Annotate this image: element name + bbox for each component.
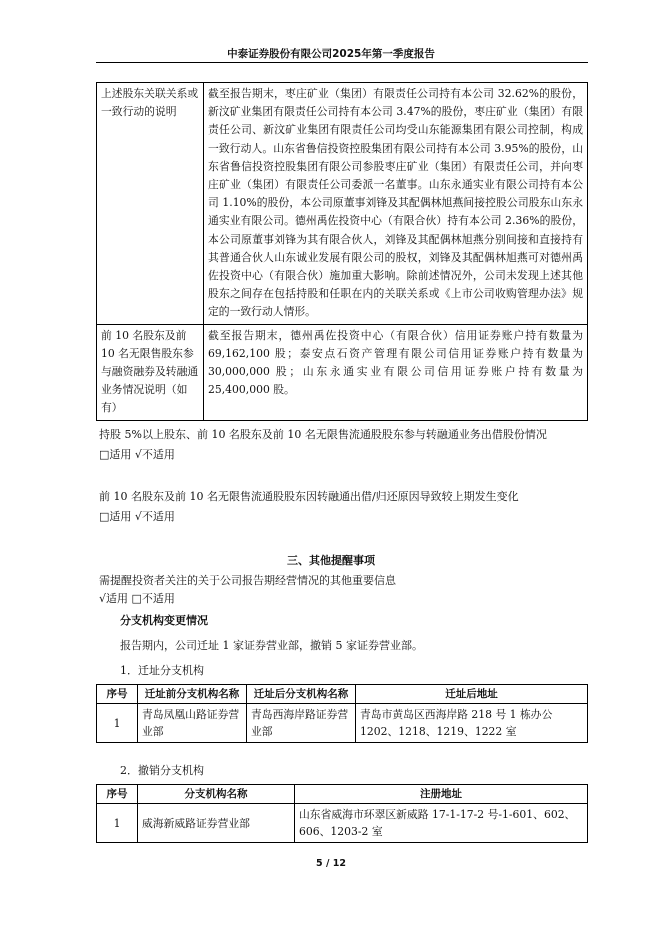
table-row <box>97 804 588 843</box>
branch-change-subheading: 分支机构变更情况 <box>120 614 208 627</box>
section-heading: 三、其他提醒事项 <box>287 554 375 567</box>
page-number: 5 / 12 <box>316 858 346 869</box>
table-cell: 青岛凤凰山路证券营业部 <box>138 704 247 743</box>
closure-title: 2．撤销分支机构 <box>120 764 204 777</box>
relation-label-cell: 上述股东关联关系或一致行动的说明 <box>97 83 204 325</box>
change-section-title: 前 10 名股东及前 10 名无限售流通股股东因转融通出借/归还原因导致较上期发生变化 <box>99 490 519 503</box>
lending-applicability: □适用 √不适用 <box>99 448 175 461</box>
table-row <box>97 324 588 420</box>
table-cell: 山东省威海市环翠区新威路 17-1-17-2 号-1-601、602、606、1203-2 室 <box>295 804 588 843</box>
column-header: 分支机构名称 <box>138 785 295 804</box>
table-header-row <box>97 685 588 704</box>
table-header-row <box>97 785 588 804</box>
margin-text-cell: 截至报告期末，德州禹佐投资中心（有限合伙）信用证券账户持有数量为 69,162,100 股；泰安点石资产管理有限公司信用证券账户持有数量为 30,000,000 股；山东永通实业有限公司信用证券账户持有数量为 25,400,000 股。 <box>204 324 588 420</box>
column-header: 序号 <box>97 785 138 804</box>
reminder-applicability: √适用 □不适用 <box>99 592 175 605</box>
column-header: 序号 <box>97 685 138 704</box>
branch-change-summary: 报告期内，公司迁址 1 家证券营业部，撤销 5 家证券营业部。 <box>120 639 423 652</box>
column-header: 迁址前分支机构名称 <box>138 685 247 704</box>
closure-table <box>96 784 588 843</box>
column-header: 迁址后地址 <box>356 685 588 704</box>
column-header: 迁址后分支机构名称 <box>247 685 356 704</box>
table-cell: 青岛市黄岛区西海岸路 218 号 1 栋办公 1202、1218、1219、1222 室 <box>356 704 588 743</box>
column-header: 注册地址 <box>295 785 588 804</box>
table-row <box>97 704 588 743</box>
relocation-title: 1．迁址分支机构 <box>120 664 204 677</box>
lending-section-title: 持股 5%以上股东、前 10 名股东及前 10 名无限售流通股股东参与转融通业务出借股份情况 <box>99 428 547 441</box>
table-cell: 威海新威路证券营业部 <box>138 804 295 843</box>
reminder-intro: 需提醒投资者关注的关于公司报告期经营情况的其他重要信息 <box>99 574 396 587</box>
report-header-title: 中泰证券股份有限公司2025年第一季度报告 <box>227 48 435 60</box>
shareholder-relations-table <box>96 82 588 421</box>
table-row <box>97 83 588 325</box>
margin-label-cell: 前 10 名股东及前 10 名无限售股东参与融资融券及转融通业务情况说明（如有） <box>97 324 204 420</box>
relation-text-cell: 截至报告期末，枣庄矿业（集团）有限责任公司持有本公司 32.62%的股份，新汶矿业集团有限责任公司持有本公司 3.47%的股份，枣庄矿业（集团）有限责任公司、新汶矿业集团有限责任公司均受山东能源集团有限公司控制，构成一致行动人。山东省鲁信投资控股集团有限公司持有本公司 3.95%的股份，山东省鲁信投资控股集团有限公司参股枣庄矿业（集团）有限责任公司，并向枣庄矿业（集团）有限责任公司委派一名董事。山东永通实业有限公司持有本公司 1.10%的股份，本公司原董事刘锋及其配偶林旭燕间接控股公司股东山东永通实业有限公司。德州禹佐投资中心（有限合伙）持有本公司 2.36%的股份，本公司原董事刘锋为其有限合伙人，刘锋及其配偶林旭燕分别间接和直接持有其普通合伙人山东诚业发展有限公司的股权，刘锋及其配偶林旭燕可对德州禹佐投资中心（有限合伙）施加重大影响。除前述情况外，公司未发现上述其他股东之间存在包括持股和任职在内的关联关系或《上市公司收购管理办法》规定的一致行动人情形。 <box>204 83 588 325</box>
relocation-table <box>96 684 588 743</box>
change-applicability: □适用 √不适用 <box>99 510 175 523</box>
table-cell: 1 <box>97 704 138 743</box>
table-cell: 1 <box>97 804 138 843</box>
header-divider <box>96 62 588 63</box>
table-cell: 青岛西海岸路证券营业部 <box>247 704 356 743</box>
